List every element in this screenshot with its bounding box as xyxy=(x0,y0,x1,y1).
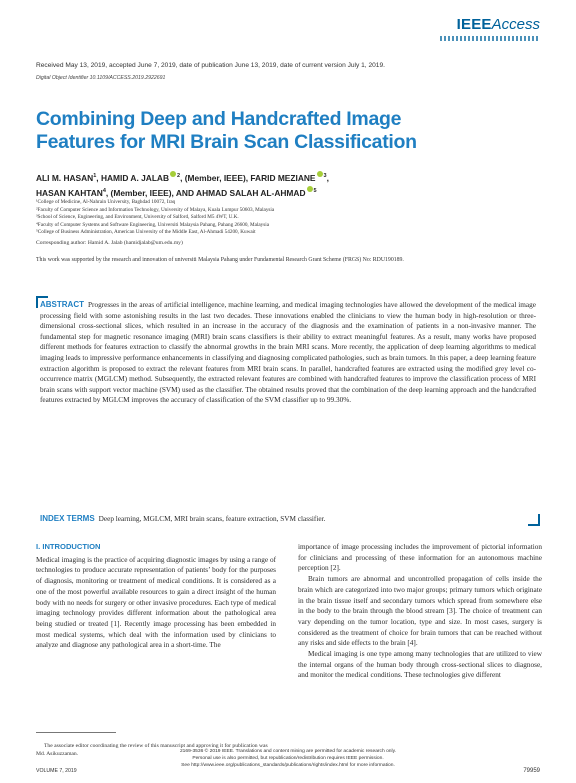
author-5-affil: 5 xyxy=(313,187,317,194)
author-1: ALI M. HASAN xyxy=(36,172,94,183)
abstract-box xyxy=(36,296,540,526)
author-4: HASAN KAHTAN xyxy=(36,187,103,198)
abstract-label: ABSTRACT xyxy=(40,300,84,309)
orcid-icon[interactable] xyxy=(317,171,323,177)
index-terms-text: Deep learning, MGLCM, MRI brain scans, feature extraction, SVM classifier. xyxy=(98,515,326,523)
author-list xyxy=(36,170,516,200)
index-terms xyxy=(40,514,536,524)
orcid-icon[interactable] xyxy=(307,186,313,192)
author-1-affil: 1 xyxy=(93,173,97,179)
footer-page-number: 79959 xyxy=(523,768,540,774)
affiliations xyxy=(36,199,536,237)
author-2-affil: 2 xyxy=(177,173,181,179)
body-paragraph: Medical imaging is one type among many technologies that are utilized to view the internal organs of the human body through cross-sectional slices to diagnose, and monitor the medical conditions. These technologies give different xyxy=(298,650,542,680)
index-terms-label: INDEX TERMS xyxy=(40,514,95,523)
orcid-icon[interactable] xyxy=(170,171,176,177)
author-2: , HAMID A. JALAB xyxy=(96,172,170,183)
license-line: 2169-3536 © 2019 IEEE. Translations and content mining are permitted for academic research only. xyxy=(179,749,397,754)
body-column-right xyxy=(298,542,542,681)
abstract xyxy=(40,300,536,406)
publication-history: Received May 13, 2019, accepted June 7, 2019, date of publication June 13, 2019, date of current version July 1, 2019. xyxy=(36,62,385,69)
author-3-end: , xyxy=(326,172,329,183)
corresponding-author: Corresponding author: Hamid A. Jalab (hamidjalab@um.edu.my) xyxy=(36,240,183,246)
affiliation-item: ³School of Science, Engineering, and Environment, University of Salford, Salford M5 4WT, U.K. xyxy=(36,214,239,221)
license-link[interactable]: See http://www.ieee.org/publications_standards/publications/rights/index.html for more information. xyxy=(181,763,395,768)
doi-line: Digital Object Identifier 10.1109/ACCESS.2019.2922691 xyxy=(36,75,166,81)
footer-license xyxy=(160,748,416,769)
license-line: Personal use is also permitted, but republication/redistribution requires IEEE permission. xyxy=(192,756,384,761)
affiliation-item: ⁵College of Business Administration, American University of the Middle East, Al-Ahmadi 54200, Kuwait xyxy=(36,229,256,236)
author-4-affil: 4 xyxy=(102,187,106,194)
logo-brand: IEEE xyxy=(456,16,492,33)
paper-title: Combining Deep and Handcrafted Image Features for MRI Brain Scan Classification xyxy=(36,108,417,153)
footnote: The associate editor coordinating the review of this manuscript and approving it for publication was Md. Asikuzzaman. xyxy=(36,743,268,757)
ieee-access-logo xyxy=(440,16,540,41)
logo-product: Access xyxy=(491,16,540,33)
footnote-rule xyxy=(36,732,116,733)
section-heading: I. INTRODUCTION xyxy=(36,542,101,551)
author-3-affil: 3 xyxy=(323,173,327,179)
body-paragraph: Medical imaging is the practice of acquiring diagnostic images by using a range of technologies to produce accurate representation of patients’ body for the purposes of diagnosis, monitoring or treatment of medical conditions. It is considered as a one of the most powerful available resources to gain a direct insight of the human body with no needs for surgery or other invasive procedures. Each type of medical imaging technology provides different information about the pathological area being studied or treated [1]. Recently image processing has been embedded in most medical systems, which deal with the information used by clinicians to analyze and diagnose any pathological area in a short-time. The xyxy=(36,555,276,650)
author-4-role: , (Member, IEEE), AND AHMAD SALAH AL-AHMAD xyxy=(105,187,306,198)
affiliation-item: ⁴Faculty of Computer Systems and Software Engineering, Universiti Malaysia Pahang, Pahang 26600, Malaysia xyxy=(36,221,270,228)
logo-dots-decoration xyxy=(440,36,540,41)
body-column-left xyxy=(36,542,276,651)
abstract-text: Progresses in the areas of artificial intelligence, machine learning, and medical imaging technologies have allowed the development of the medical image processing field with some astonishing results in the last two decades. These innovations enabled the clinicians to view the human body in high-resolution or three-dimensional cross-sectional slices, which resulted in an increase in the accuracy of the diagnosis and the examination of patients in a non-invasive manner. The fundamental step for magnetic resonance imaging (MRI) brain scans classifiers is their ability to extract meaningful features. As a result, many works have proposed different methods for features extraction to classify the abnormal growths in the brain MRI scans. More recently, the application of deep learning algorithms to medical imaging leads to impressive performance enhancements in classifying and diagnosing complicated pathologies, such as brain tumors. In this paper, a deep learning feature extraction algorithm is proposed to extract the relevant features from MRI brain scans. In parallel, handcrafted features are extracted using the modified grey level co-occurrence matrix (MGLCM) method. Subsequently, the extracted relevant features are combined with handcrafted features to improve the classification process of MRI brain scans with support vector machine (SVM) used as the classifier. The obtained results proved that the combination of the deep learning approach and the handcrafted features extracted by MGLCM improves the accuracy of classification of the SVM classifier up to 99.30%. xyxy=(40,301,536,405)
funding-statement: This work was supported by the research and innovation of universiti Malaysia Pahang under Fundamental Research Grant Scheme (FRGS) No: RDU190189. xyxy=(36,257,404,263)
body-paragraph: Brain tumors are abnormal and uncontrolled propagation of cells inside the brain which are categorized into two major groups; primary tumors which originate in the brain tissue itself and secondary tumors which spread from somewhere else in the body to the brain through the blood stream [3]. The choice of treatment can vary depending on the tumor location, type and size. In most cases, surgery is considered as the treatment of choice for brain tumors that can be reached without any risks and side effects to the brain [4]. xyxy=(298,575,542,648)
affiliation-item: ²Faculty of Computer Science and Information Technology, University of Malaya, Kuala Lumpur 50603, Malaysia xyxy=(36,206,275,213)
affiliation-item: ¹College of Medicine, Al-Nahrain University, Baghdad 10072, Iraq xyxy=(36,199,176,205)
author-2-role: , (Member, IEEE), FARID MEZIANE xyxy=(180,172,316,183)
body-paragraph: importance of image processing includes the improvement of pictorial information for clinicians and processing of these information for an autonomous machine perception [2]. xyxy=(298,543,542,573)
footer-volume: VOLUME 7, 2019 xyxy=(36,768,77,774)
